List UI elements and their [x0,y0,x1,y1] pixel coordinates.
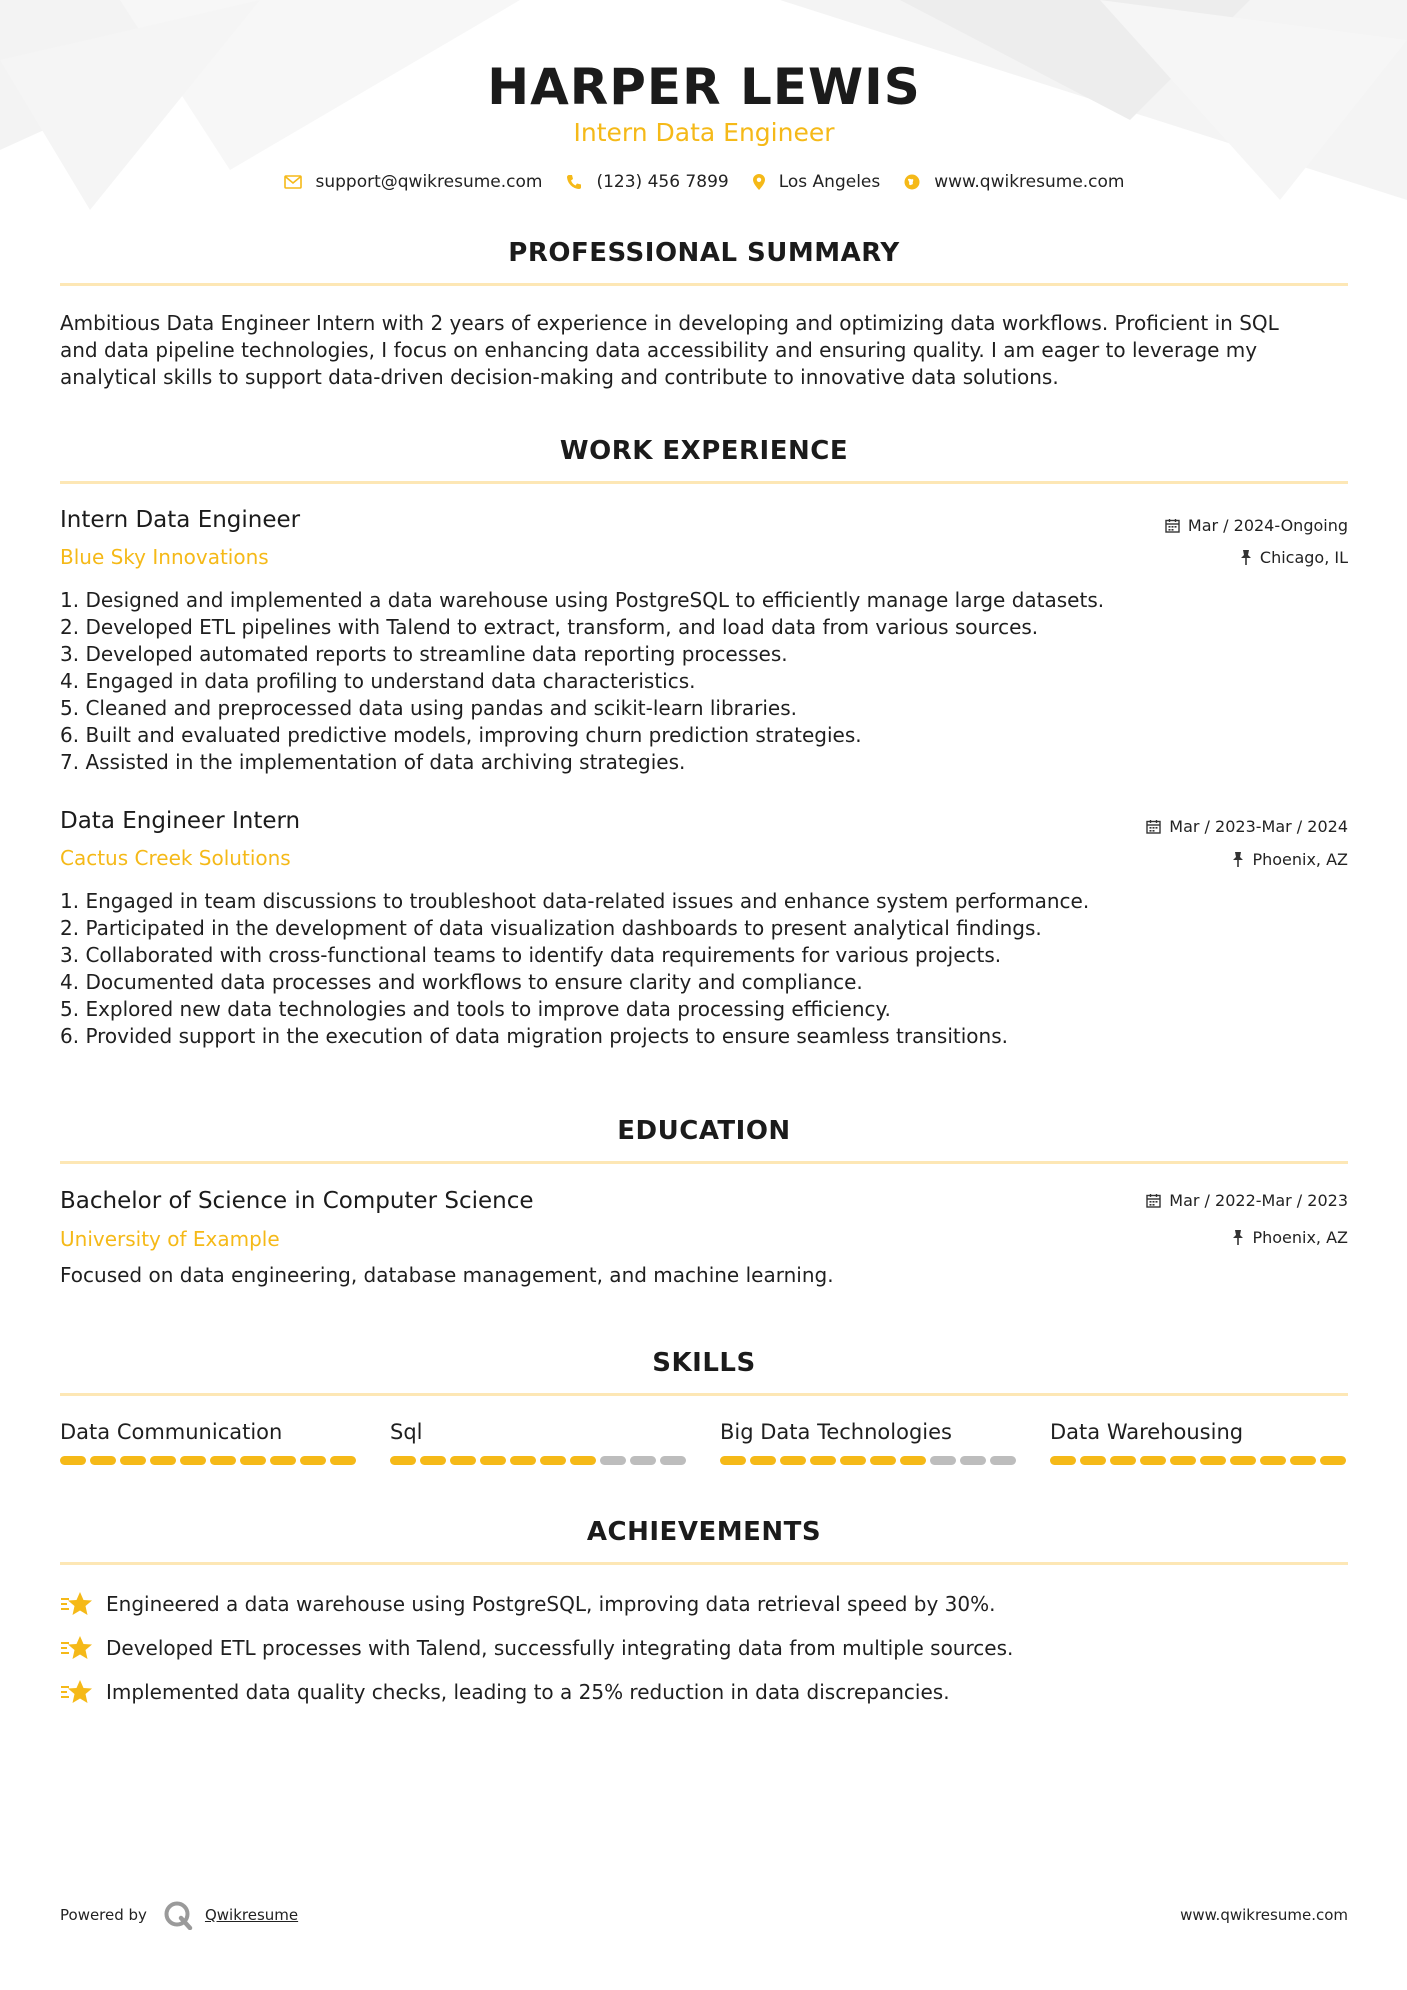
phone-icon [566,174,582,190]
skill-level-filled [1230,1456,1256,1465]
skill-level-filled [1050,1456,1076,1465]
summary-line: analytical skills to support data-driven decision-making and contribute to innovative data solutions. [60,365,1059,389]
skill-level-filled [1290,1456,1316,1465]
job-title: Intern Data Engineer [60,507,301,533]
skill-level-filled [120,1456,146,1465]
contact-email-text: support@qwikresume.com [315,172,543,192]
skill-level-filled [270,1456,296,1465]
star-badge-icon [60,1678,92,1706]
skill-level-empty [960,1456,986,1465]
footer-website-link[interactable]: www.qwikresume.com [1180,1906,1348,1924]
job-responsibilities [60,888,1348,1050]
contact-email[interactable] [284,172,543,192]
pushpin-icon [1240,550,1252,565]
skill-item [720,1420,1020,1465]
globe-icon [904,174,920,190]
skill-level-bar [720,1456,1020,1465]
skill-level-empty [600,1456,626,1465]
contact-website-text: www.qwikresume.com [934,172,1125,192]
achievement-item [60,1590,995,1618]
degree-title: Bachelor of Science in Computer Science [60,1188,534,1214]
list-item: 4. Documented data processes and workflows to ensure clarity and compliance. [60,970,863,994]
skill-item [390,1420,690,1465]
skills-divider [60,1393,1348,1396]
achievements-divider [60,1562,1348,1565]
calendar-icon [1146,819,1161,834]
list-item: 2. Developed ETL pipelines with Talend to extract, transform, and load data from various sources. [60,615,1039,639]
summary-heading: PROFESSIONAL SUMMARY [508,238,900,268]
skill-name: Big Data Technologies [720,1420,952,1444]
list-item: 5. Explored new data technologies and tools to improve data processing efficiency. [60,997,891,1021]
skill-level-filled [1320,1456,1346,1465]
list-item: 3. Collaborated with cross-functional teams to identify data requirements for various projects. [60,943,1002,967]
list-item: 5. Cleaned and preprocessed data using pandas and scikit-learn libraries. [60,696,798,720]
list-item: 6. Provided support in the execution of data migration projects to ensure seamless transitions. [60,1024,1008,1048]
skill-level-filled [420,1456,446,1465]
job-location-text: Chicago, IL [1259,548,1348,567]
skill-level-filled [150,1456,176,1465]
education-description: Focused on data engineering, database management, and machine learning. [60,1263,834,1287]
contact-bar [60,172,1348,192]
skill-level-bar [1050,1456,1350,1465]
skill-level-filled [240,1456,266,1465]
star-badge-icon [60,1634,92,1662]
skill-level-filled [780,1456,806,1465]
skill-name: Data Communication [60,1420,283,1444]
skill-level-bar [390,1456,690,1465]
skill-level-filled [750,1456,776,1465]
experience-divider [60,481,1348,484]
education-location-text: Phoenix, AZ [1252,1228,1348,1247]
skill-level-filled [1110,1456,1136,1465]
company-name: Cactus Creek Solutions [60,846,291,870]
envelope-icon [284,175,302,189]
candidate-name: HARPER LEWIS [487,58,921,116]
skill-level-filled [90,1456,116,1465]
contact-phone-text: (123) 456 7899 [596,172,729,192]
company-name: Blue Sky Innovations [60,545,269,569]
skill-level-filled [540,1456,566,1465]
skill-level-filled [720,1456,746,1465]
job-dates-text: Mar / 2024-Ongoing [1187,516,1348,535]
skill-level-filled [1200,1456,1226,1465]
job-dates [1165,516,1348,535]
powered-by-label: Powered by [60,1906,147,1924]
job-dates-text: Mar / 2023-Mar / 2024 [1169,817,1348,836]
education-heading: EDUCATION [617,1116,791,1146]
calendar-icon [1165,518,1180,533]
skill-level-empty [990,1456,1016,1465]
qwikresume-link[interactable]: Qwikresume [204,1906,299,1924]
list-item: 2. Participated in the development of data visualization dashboards to present analytical findings. [60,916,1042,940]
education-divider [60,1161,1348,1164]
skill-level-filled [180,1456,206,1465]
skill-level-empty [930,1456,956,1465]
contact-website[interactable] [904,172,1124,192]
skill-level-filled [210,1456,236,1465]
list-item: 6. Built and evaluated predictive models, improving churn prediction strategies. [60,723,862,747]
candidate-role: Intern Data Engineer [573,118,835,147]
contact-location [753,172,881,192]
star-badge-icon [60,1590,92,1618]
qwikresume-logo-icon [163,1900,193,1930]
summary-divider [60,283,1348,286]
skill-level-filled [1170,1456,1196,1465]
skill-item [1050,1420,1350,1465]
skill-level-bar [60,1456,360,1465]
job-title: Data Engineer Intern [60,808,301,834]
footer-powered-by [60,1900,298,1930]
achievement-text: Engineered a data warehouse using PostgreSQL, improving data retrieval speed by 30%. [106,1592,996,1616]
achievement-item [60,1634,1013,1662]
job-dates [1146,817,1348,836]
list-item: 3. Developed automated reports to streamline data reporting processes. [60,642,788,666]
skill-level-filled [300,1456,326,1465]
skill-level-filled [570,1456,596,1465]
experience-heading: WORK EXPERIENCE [559,436,849,466]
summary-text [60,310,1348,391]
job-location [1232,850,1348,869]
calendar-icon [1146,1193,1161,1208]
job-location [1240,548,1348,567]
skill-level-filled [450,1456,476,1465]
skill-level-filled [1140,1456,1166,1465]
skill-level-filled [1080,1456,1106,1465]
skill-level-empty [630,1456,656,1465]
school-name: University of Example [60,1227,280,1251]
skill-level-filled [60,1456,86,1465]
skill-level-filled [390,1456,416,1465]
summary-line: Ambitious Data Engineer Intern with 2 years of experience in developing and optimizing data workflows. Proficient in SQL [60,311,1279,335]
achievement-text: Developed ETL processes with Talend, successfully integrating data from multiple sources. [106,1636,1014,1660]
skill-level-filled [810,1456,836,1465]
skill-level-filled [900,1456,926,1465]
list-item: 1. Designed and implemented a data warehouse using PostgreSQL to efficiently manage large datasets. [60,588,1105,612]
education-dates-text: Mar / 2022-Mar / 2023 [1169,1191,1348,1210]
achievements-heading: ACHIEVEMENTS [586,1517,822,1547]
list-item: 4. Engaged in data profiling to understand data characteristics. [60,669,696,693]
contact-location-text: Los Angeles [778,172,881,192]
skill-level-filled [330,1456,356,1465]
location-pin-icon [753,174,765,190]
skill-item [60,1420,360,1465]
pushpin-icon [1232,852,1244,867]
skill-level-filled [480,1456,506,1465]
skills-heading: SKILLS [652,1348,756,1378]
skill-name: Sql [390,1420,423,1444]
list-item: 1. Engaged in team discussions to troubleshoot data-related issues and enhance system performance. [60,889,1090,913]
contact-phone[interactable] [566,172,728,192]
skill-level-filled [870,1456,896,1465]
skill-level-filled [840,1456,866,1465]
education-dates [1146,1191,1348,1210]
skill-level-filled [1260,1456,1286,1465]
pushpin-icon [1232,1230,1244,1245]
summary-line: and data pipeline technologies, I focus on enhancing data accessibility and ensuring quality. I am eager to leverage my [60,338,1258,362]
list-item: 7. Assisted in the implementation of data archiving strategies. [60,750,686,774]
job-responsibilities [60,587,1348,776]
skill-name: Data Warehousing [1050,1420,1244,1444]
achievement-text: Implemented data quality checks, leading to a 25% reduction in data discrepancies. [106,1680,950,1704]
job-location-text: Phoenix, AZ [1252,850,1348,869]
achievement-item [60,1678,950,1706]
skill-level-filled [510,1456,536,1465]
education-location [1232,1228,1348,1247]
skill-level-empty [660,1456,686,1465]
